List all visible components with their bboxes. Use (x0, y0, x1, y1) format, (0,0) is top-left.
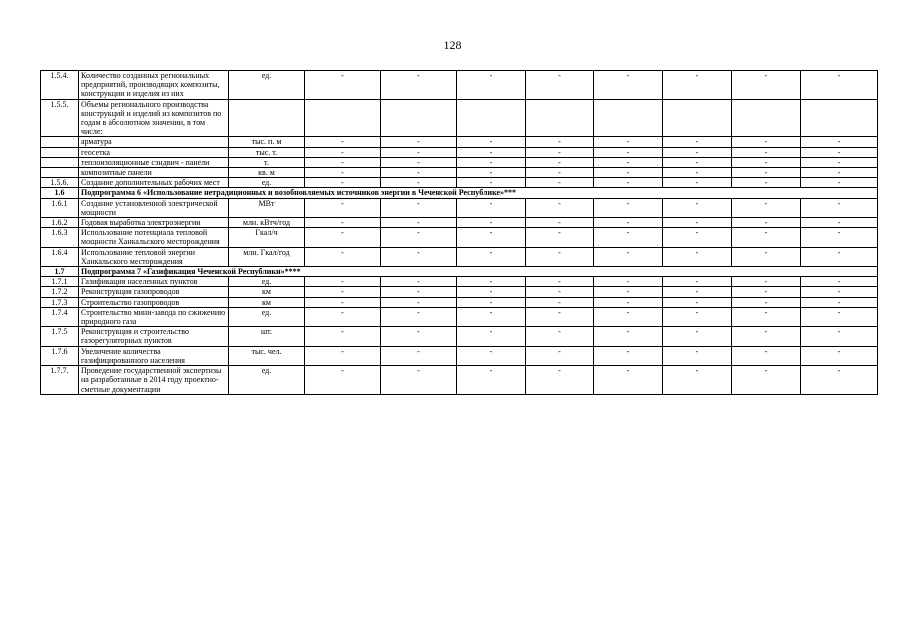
value-cell: - (305, 287, 381, 297)
value-cell: - (663, 346, 732, 365)
unit-cell: шт. (229, 327, 305, 346)
value-cell: - (732, 137, 801, 147)
value-cell: - (381, 297, 457, 307)
value-cell: - (305, 228, 381, 247)
value-cell: - (663, 297, 732, 307)
value-cell: - (732, 147, 801, 157)
value-cell: - (381, 157, 457, 167)
table-row (41, 168, 878, 178)
value-cell: - (663, 247, 732, 266)
value-cell: - (801, 277, 878, 287)
value-cell: - (732, 157, 801, 167)
value-cell: - (457, 71, 526, 100)
value-cell (305, 99, 381, 137)
value-cell: - (457, 247, 526, 266)
value-cell: - (305, 218, 381, 228)
value-cell: - (732, 277, 801, 287)
value-cell: - (526, 218, 594, 228)
unit-cell: тыс. т. (229, 147, 305, 157)
value-cell: - (732, 346, 801, 365)
row-number (41, 157, 79, 167)
value-cell: - (305, 178, 381, 188)
value-cell: - (305, 346, 381, 365)
value-cell: - (663, 287, 732, 297)
value-cell: - (381, 366, 457, 395)
indicator-name: арматура (79, 137, 229, 147)
indicator-name: Использование потенциала тепловой мощности Ханкальского месторождения (79, 228, 229, 247)
value-cell: - (457, 287, 526, 297)
value-cell: - (594, 198, 663, 217)
table-row (41, 218, 878, 228)
value-cell: - (526, 198, 594, 217)
unit-cell: млн. Гкал/год (229, 247, 305, 266)
value-cell: - (381, 327, 457, 346)
value-cell: - (305, 157, 381, 167)
value-cell: - (305, 198, 381, 217)
indicator-name: Проведение государственной экспертизы на разработанные в 2014 году проектно-сметные документации (79, 366, 229, 395)
value-cell: - (801, 218, 878, 228)
value-cell: - (381, 178, 457, 188)
value-cell: - (457, 277, 526, 287)
value-cell: - (594, 228, 663, 247)
value-cell (594, 99, 663, 137)
value-cell: - (305, 307, 381, 326)
value-cell: - (594, 277, 663, 287)
value-cell: - (457, 346, 526, 365)
value-cell: - (801, 228, 878, 247)
table-row (41, 99, 878, 137)
table-row (41, 297, 878, 307)
indicators-table (40, 70, 878, 395)
value-cell: - (663, 168, 732, 178)
value-cell: - (305, 297, 381, 307)
value-cell: - (594, 287, 663, 297)
value-cell: - (526, 297, 594, 307)
value-cell: - (594, 137, 663, 147)
row-number: 1.7.2 (41, 287, 79, 297)
table-row (41, 71, 878, 100)
value-cell: - (801, 297, 878, 307)
row-number: 1.7.6 (41, 346, 79, 365)
value-cell: - (663, 327, 732, 346)
value-cell: - (594, 346, 663, 365)
value-cell: - (457, 297, 526, 307)
indicator-name: Годовая выработка электроэнергии (79, 218, 229, 228)
value-cell: - (732, 247, 801, 266)
value-cell: - (663, 277, 732, 287)
value-cell: - (526, 247, 594, 266)
indicator-name: Строительство мини-завода по сжижению природного газа (79, 307, 229, 326)
value-cell: - (381, 198, 457, 217)
value-cell: - (305, 277, 381, 287)
row-number: 1.7.7. (41, 366, 79, 395)
value-cell: - (526, 366, 594, 395)
indicator-name: Реконструкция газопроводов (79, 287, 229, 297)
value-cell: - (526, 287, 594, 297)
value-cell: - (594, 366, 663, 395)
table-row (41, 137, 878, 147)
unit-cell: т. (229, 157, 305, 167)
value-cell: - (305, 137, 381, 147)
section-number: 1.6 (41, 188, 79, 198)
value-cell: - (801, 157, 878, 167)
row-number: 1.5.6. (41, 178, 79, 188)
value-cell: - (457, 307, 526, 326)
value-cell: - (732, 218, 801, 228)
row-number: 1.5.4. (41, 71, 79, 100)
table-row (41, 366, 878, 395)
value-cell: - (801, 287, 878, 297)
indicator-name: Создание установленной электрической мощности (79, 198, 229, 217)
value-cell: - (457, 228, 526, 247)
row-number (41, 137, 79, 147)
value-cell: - (457, 178, 526, 188)
value-cell: - (381, 218, 457, 228)
value-cell: - (526, 346, 594, 365)
value-cell: - (663, 218, 732, 228)
value-cell: - (594, 218, 663, 228)
value-cell: - (732, 307, 801, 326)
row-number: 1.6.3 (41, 228, 79, 247)
value-cell: - (663, 366, 732, 395)
value-cell: - (526, 307, 594, 326)
row-number: 1.7.4 (41, 307, 79, 326)
value-cell (663, 99, 732, 137)
value-cell: - (663, 147, 732, 157)
table-row (41, 327, 878, 346)
value-cell: - (381, 307, 457, 326)
table-body (41, 71, 878, 395)
value-cell: - (732, 228, 801, 247)
unit-cell: км (229, 287, 305, 297)
value-cell: - (663, 137, 732, 147)
value-cell: - (305, 168, 381, 178)
row-number: 1.7.3 (41, 297, 79, 307)
row-number: 1.6.1 (41, 198, 79, 217)
row-number: 1.6.4 (41, 247, 79, 266)
indicator-name: теплоизоляционные сэндвич - панели (79, 157, 229, 167)
value-cell: - (594, 157, 663, 167)
value-cell: - (801, 198, 878, 217)
value-cell: - (457, 198, 526, 217)
value-cell: - (732, 178, 801, 188)
value-cell: - (305, 247, 381, 266)
unit-cell: МВт (229, 198, 305, 217)
table-row (41, 228, 878, 247)
value-cell: - (594, 297, 663, 307)
section-number: 1.7 (41, 267, 79, 277)
value-cell: - (732, 198, 801, 217)
value-cell (381, 99, 457, 137)
value-cell: - (457, 168, 526, 178)
value-cell: - (381, 346, 457, 365)
value-cell: - (381, 287, 457, 297)
value-cell: - (801, 366, 878, 395)
value-cell: - (594, 178, 663, 188)
unit-cell: Гкал/ч (229, 228, 305, 247)
unit-cell: ед. (229, 307, 305, 326)
value-cell: - (526, 137, 594, 147)
value-cell: - (457, 366, 526, 395)
value-cell: - (594, 307, 663, 326)
value-cell: - (732, 297, 801, 307)
indicator-name: Строительство газопроводов (79, 297, 229, 307)
value-cell: - (305, 366, 381, 395)
value-cell: - (526, 147, 594, 157)
indicator-name: Количество созданных региональных предприятий, производящих композиты, конструкции и изделия из них (79, 71, 229, 100)
row-number (41, 168, 79, 178)
value-cell: - (663, 228, 732, 247)
value-cell: - (381, 168, 457, 178)
unit-cell: тыс. п. м (229, 137, 305, 147)
table-row (41, 157, 878, 167)
section-row (41, 267, 878, 277)
section-title: Подпрограмма 6 «Использование нетрадиционных и возобновляемых источников энергии в Чеченской Республике»*** (79, 188, 878, 198)
unit-cell: км (229, 297, 305, 307)
unit-cell: тыс. чел. (229, 346, 305, 365)
value-cell: - (526, 277, 594, 287)
indicator-name: геосетка (79, 147, 229, 157)
row-number: 1.7.1 (41, 277, 79, 287)
value-cell: - (801, 137, 878, 147)
value-cell: - (801, 178, 878, 188)
indicator-name: Объемы регионального производства конструкций и изделий из композитов по годам в абсолютном значении, в том числе: (79, 99, 229, 137)
value-cell: - (526, 168, 594, 178)
page-number: 128 (443, 38, 462, 52)
table-row (41, 346, 878, 365)
value-cell: - (594, 247, 663, 266)
unit-cell: кв. м (229, 168, 305, 178)
unit-cell: ед. (229, 277, 305, 287)
value-cell: - (305, 327, 381, 346)
value-cell: - (526, 157, 594, 167)
value-cell: - (801, 327, 878, 346)
value-cell: - (594, 71, 663, 100)
indicator-name: композитные панели (79, 168, 229, 178)
value-cell: - (526, 228, 594, 247)
value-cell: - (732, 327, 801, 346)
value-cell: - (381, 277, 457, 287)
value-cell: - (732, 71, 801, 100)
indicator-name: Газификация населенных пунктов (79, 277, 229, 287)
value-cell: - (801, 71, 878, 100)
table-row (41, 178, 878, 188)
value-cell: - (801, 147, 878, 157)
value-cell: - (801, 247, 878, 266)
value-cell: - (381, 71, 457, 100)
value-cell: - (663, 157, 732, 167)
unit-cell: ед. (229, 366, 305, 395)
value-cell: - (526, 178, 594, 188)
table-row (41, 198, 878, 217)
unit-cell: млн. кВтч/год (229, 218, 305, 228)
row-number (41, 147, 79, 157)
value-cell: - (594, 168, 663, 178)
value-cell: - (663, 198, 732, 217)
value-cell: - (594, 327, 663, 346)
value-cell: - (457, 218, 526, 228)
section-row (41, 188, 878, 198)
value-cell: - (305, 147, 381, 157)
value-cell: - (801, 346, 878, 365)
value-cell (457, 99, 526, 137)
value-cell: - (457, 137, 526, 147)
value-cell: - (801, 307, 878, 326)
value-cell: - (663, 307, 732, 326)
value-cell (732, 99, 801, 137)
unit-cell (229, 99, 305, 137)
value-cell: - (381, 228, 457, 247)
value-cell: - (381, 247, 457, 266)
value-cell: - (457, 327, 526, 346)
indicator-name: Создание дополнительных рабочих мест (79, 178, 229, 188)
value-cell: - (663, 178, 732, 188)
value-cell: - (381, 147, 457, 157)
value-cell: - (732, 287, 801, 297)
value-cell: - (526, 71, 594, 100)
value-cell: - (457, 157, 526, 167)
value-cell: - (526, 327, 594, 346)
row-number: 1.6.2 (41, 218, 79, 228)
table-row (41, 287, 878, 297)
value-cell: - (732, 366, 801, 395)
indicator-name: Использование тепловой энергии Ханкальского месторождения (79, 247, 229, 266)
row-number: 1.5.5. (41, 99, 79, 137)
value-cell (801, 99, 878, 137)
table-row (41, 277, 878, 287)
unit-cell: ед. (229, 71, 305, 100)
value-cell: - (594, 147, 663, 157)
table-row (41, 307, 878, 326)
unit-cell: ед. (229, 178, 305, 188)
section-title: Подпрограмма 7 «Газификация Чеченской Республики»**** (79, 267, 878, 277)
indicator-name: Увеличение количества газифицированного населения (79, 346, 229, 365)
value-cell: - (381, 137, 457, 147)
value-cell: - (801, 168, 878, 178)
row-number: 1.7.5 (41, 327, 79, 346)
table-row (41, 247, 878, 266)
value-cell (526, 99, 594, 137)
value-cell: - (457, 147, 526, 157)
table-row (41, 147, 878, 157)
indicator-name: Реконструкция и строительство газорегуляторных пунктов (79, 327, 229, 346)
value-cell: - (663, 71, 732, 100)
value-cell: - (732, 168, 801, 178)
value-cell: - (305, 71, 381, 100)
